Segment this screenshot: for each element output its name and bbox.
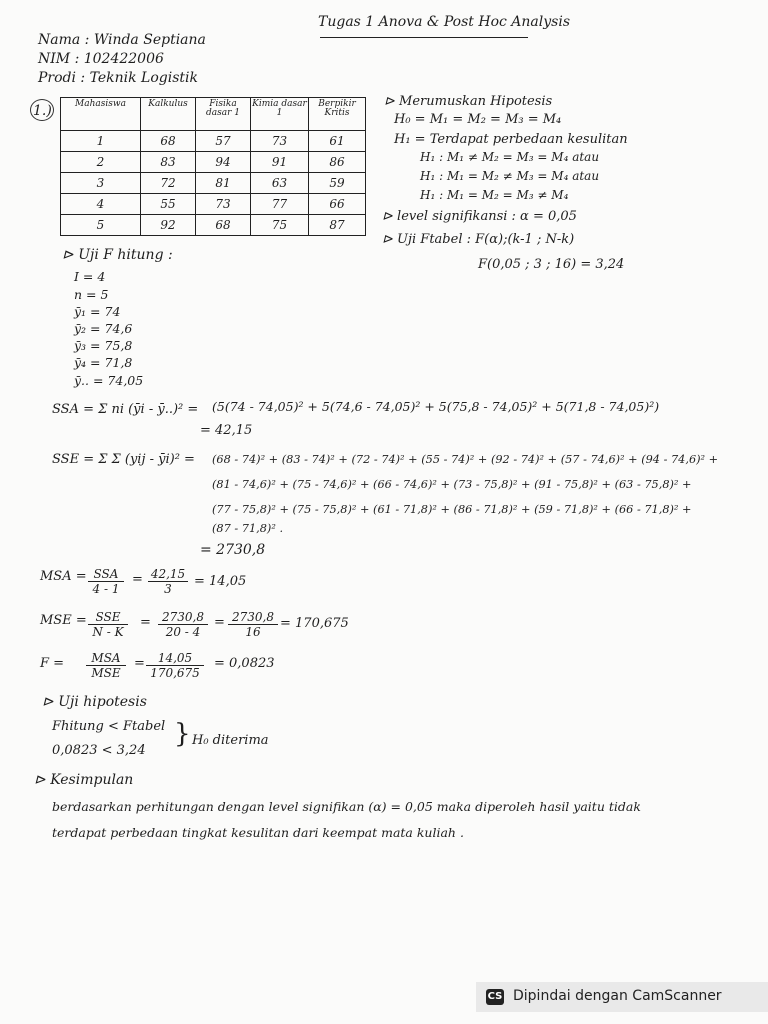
f-test-heading — [62, 247, 173, 263]
bullet-icon: ⊳ — [42, 694, 59, 710]
fraction-numerator: 2730,8 — [162, 610, 204, 624]
table-row — [61, 173, 366, 194]
f-fraction-1 — [86, 651, 126, 680]
table-cell: 86 — [309, 152, 366, 173]
f-test-value: ȳ₂ = 74,6 — [74, 321, 133, 336]
camscanner-watermark — [476, 982, 768, 1012]
hypothesis-h1-c: H₁ : M₁ = M₂ = M₃ ≠ M₄ — [420, 188, 569, 202]
question-number: 1.) — [33, 103, 52, 119]
table-cell: 61 — [309, 131, 366, 152]
table-cell: 68 — [141, 131, 196, 152]
table-cell: 55 — [141, 194, 196, 215]
fraction-denominator: N - K — [92, 625, 124, 639]
hypothesis-heading — [384, 95, 552, 110]
ssa-label: SSA = Σ ni (ȳi - ȳ..)² = — [52, 402, 199, 417]
student-nim: NIM : 102422006 — [38, 51, 164, 67]
ssa-result: = 42,15 — [200, 423, 253, 438]
sse-line-3: (77 - 75,8)² + (75 - 75,8)² + (61 - 71,8)² + (86 - 71,8)² + (59 - 71,8)² + (66 - 71,8)² + — [212, 503, 692, 516]
bullet-icon: ⊳ — [382, 232, 398, 247]
bullet-icon: ⊳ — [384, 94, 400, 109]
mse-fraction-1 — [88, 610, 128, 639]
table-cell: 87 — [309, 215, 366, 236]
camscanner-logo-icon: CS — [486, 989, 504, 1005]
hypothesis-h1: H₁ = Terdapat perbedaan kesulitan — [394, 132, 628, 147]
table-cell: 81 — [196, 173, 251, 194]
equals-sign: = — [134, 656, 145, 671]
table-cell: 92 — [141, 215, 196, 236]
f-test-value: ȳ.. = 74,05 — [74, 373, 144, 388]
title-underline — [320, 37, 528, 38]
bullet-icon: ⊳ — [62, 247, 79, 263]
brace-icon: } — [174, 719, 191, 749]
fraction-denominator: MSE — [91, 666, 121, 680]
fraction-numerator: MSA — [91, 651, 121, 665]
table-cell: 77 — [251, 194, 309, 215]
sse-line-2: (81 - 74,6)² + (75 - 74,6)² + (66 - 74,6)² + (73 - 75,8)² + (91 - 75,8)² + (63 - 75,8)² + — [212, 478, 692, 491]
fraction-denominator: 16 — [245, 625, 261, 639]
table-cell: 94 — [196, 152, 251, 173]
equals-sign: = — [140, 615, 151, 630]
table-cell: 3 — [61, 173, 141, 194]
study-program: Prodi : Teknik Logistik — [38, 70, 198, 86]
hypothesis-heading-text: Merumuskan Hipotesis — [399, 94, 553, 109]
conclusion-heading — [34, 772, 133, 788]
table-cell: 63 — [251, 173, 309, 194]
table-cell: 75 — [251, 215, 309, 236]
fraction-denominator: 4 - 1 — [92, 582, 120, 596]
table-cell: 4 — [61, 194, 141, 215]
table-cell: 57 — [196, 131, 251, 152]
fraction-denominator: 3 — [164, 582, 172, 596]
f-test-value: ȳ₁ = 74 — [74, 304, 121, 319]
fraction-denominator: 20 - 4 — [165, 625, 201, 639]
table-cell: 59 — [309, 173, 366, 194]
table-header-row — [61, 98, 366, 131]
f-label: F = — [40, 656, 65, 671]
table-cell: 5 — [61, 215, 141, 236]
msa-label: MSA = — [40, 569, 87, 584]
f-table-label — [382, 233, 574, 248]
header-mahasiswa: Mahasiswa — [61, 98, 141, 131]
mse-result: = 170,675 — [280, 616, 349, 631]
mse-label: MSE = — [40, 613, 87, 628]
table-cell: 83 — [141, 152, 196, 173]
fraction-numerator: 42,15 — [150, 567, 186, 581]
f-test-value: I = 4 — [74, 269, 106, 284]
bullet-icon: ⊳ — [34, 772, 51, 788]
hypothesis-test-line-2: 0,0823 < 3,24 — [52, 743, 146, 758]
conclusion-line-1: berdasarkan perhitungan dengan level signifikan (α) = 0,05 maka diperoleh hasil yaitu tidak — [52, 799, 641, 814]
ssa-formula: (5(74 - 74,05)² + 5(74,6 - 74,05)² + 5(75,8 - 74,05)² + 5(71,8 - 74,05)²) — [212, 399, 660, 414]
hypothesis-h1-b: H₁ : M₁ = M₂ ≠ M₃ = M₄ atau — [420, 169, 600, 183]
sse-label: SSE = Σ Σ (yij - ȳi)² = — [52, 452, 195, 467]
conclusion-heading-text: Kesimpulan — [50, 772, 134, 788]
significance-level-text: level signifikansi : α = 0,05 — [397, 209, 577, 224]
f-table-label-text: Uji Ftabel : F(α);(k-1 ; N-k) — [397, 232, 575, 247]
bullet-icon: ⊳ — [382, 209, 398, 224]
header-kalkulus: Kalkulus — [141, 98, 196, 131]
scores-table — [60, 97, 366, 236]
table-cell: 73 — [196, 194, 251, 215]
hypothesis-h1-a: H₁ : M₁ ≠ M₂ = M₃ = M₄ atau — [420, 150, 600, 164]
table-row — [61, 194, 366, 215]
table-cell: 68 — [196, 215, 251, 236]
fraction-numerator: SSE — [95, 610, 121, 624]
hypothesis-test-heading — [42, 694, 147, 710]
fraction-numerator: SSA — [93, 567, 119, 581]
msa-fraction-2 — [148, 567, 188, 596]
table-cell: 73 — [251, 131, 309, 152]
conclusion-line-2: terdapat perbedaan tingkat kesulitan dari keempat mata kuliah . — [52, 825, 464, 840]
f-fraction-2 — [146, 651, 204, 680]
header-berpikir-kritis: Berpikir Kritis — [309, 98, 366, 131]
student-name: Nama : Winda Septiana — [38, 32, 206, 48]
f-table-value: F(0,05 ; 3 ; 16) = 3,24 — [478, 257, 625, 272]
significance-level — [382, 210, 577, 225]
hypothesis-h0: H₀ = M₁ = M₂ = M₃ = M₄ — [394, 112, 562, 127]
equals-sign: = — [214, 615, 225, 630]
table-cell: 72 — [141, 173, 196, 194]
mse-fraction-3 — [228, 610, 278, 639]
sse-line-1: (68 - 74)² + (83 - 74)² + (72 - 74)² + (55 - 74)² + (92 - 74)² + (57 - 74,6)² + (94 - 74,6)² + — [212, 453, 719, 466]
fraction-denominator: 170,675 — [150, 666, 200, 680]
table-row — [61, 131, 366, 152]
header-kimia: Kimia dasar 1 — [251, 98, 309, 131]
header-fisika: Fisika dasar 1 — [196, 98, 251, 131]
msa-fraction-1 — [88, 567, 124, 596]
hypothesis-test-line-1: Fhitung < Ftabel — [52, 719, 166, 734]
msa-result: = 14,05 — [194, 574, 247, 589]
camscanner-watermark-text: Dipindai dengan CamScanner — [513, 988, 722, 1004]
sse-result: = 2730,8 — [200, 542, 266, 558]
table-cell: 1 — [61, 131, 141, 152]
mse-fraction-2 — [158, 610, 208, 639]
f-test-heading-text: Uji F hitung : — [78, 247, 173, 263]
sse-line-4: (87 - 71,8)² . — [212, 522, 284, 535]
hypothesis-test-heading-text: Uji hipotesis — [58, 694, 147, 710]
table-row — [61, 152, 366, 173]
f-test-value: n = 5 — [74, 287, 109, 302]
equals-sign: = — [132, 572, 143, 587]
table-row — [61, 215, 366, 236]
assignment-title: Tugas 1 Anova & Post Hoc Analysis — [318, 14, 571, 30]
table-cell: 91 — [251, 152, 309, 173]
f-test-value: ȳ₃ = 75,8 — [74, 338, 133, 353]
table-cell: 66 — [309, 194, 366, 215]
table-cell: 2 — [61, 152, 141, 173]
fraction-numerator: 14,05 — [157, 651, 193, 665]
fraction-numerator: 2730,8 — [232, 610, 274, 624]
hypothesis-test-conclusion: H₀ diterima — [192, 733, 269, 748]
f-test-value: ȳ₄ = 71,8 — [74, 355, 133, 370]
f-result: = 0,0823 — [214, 656, 275, 671]
